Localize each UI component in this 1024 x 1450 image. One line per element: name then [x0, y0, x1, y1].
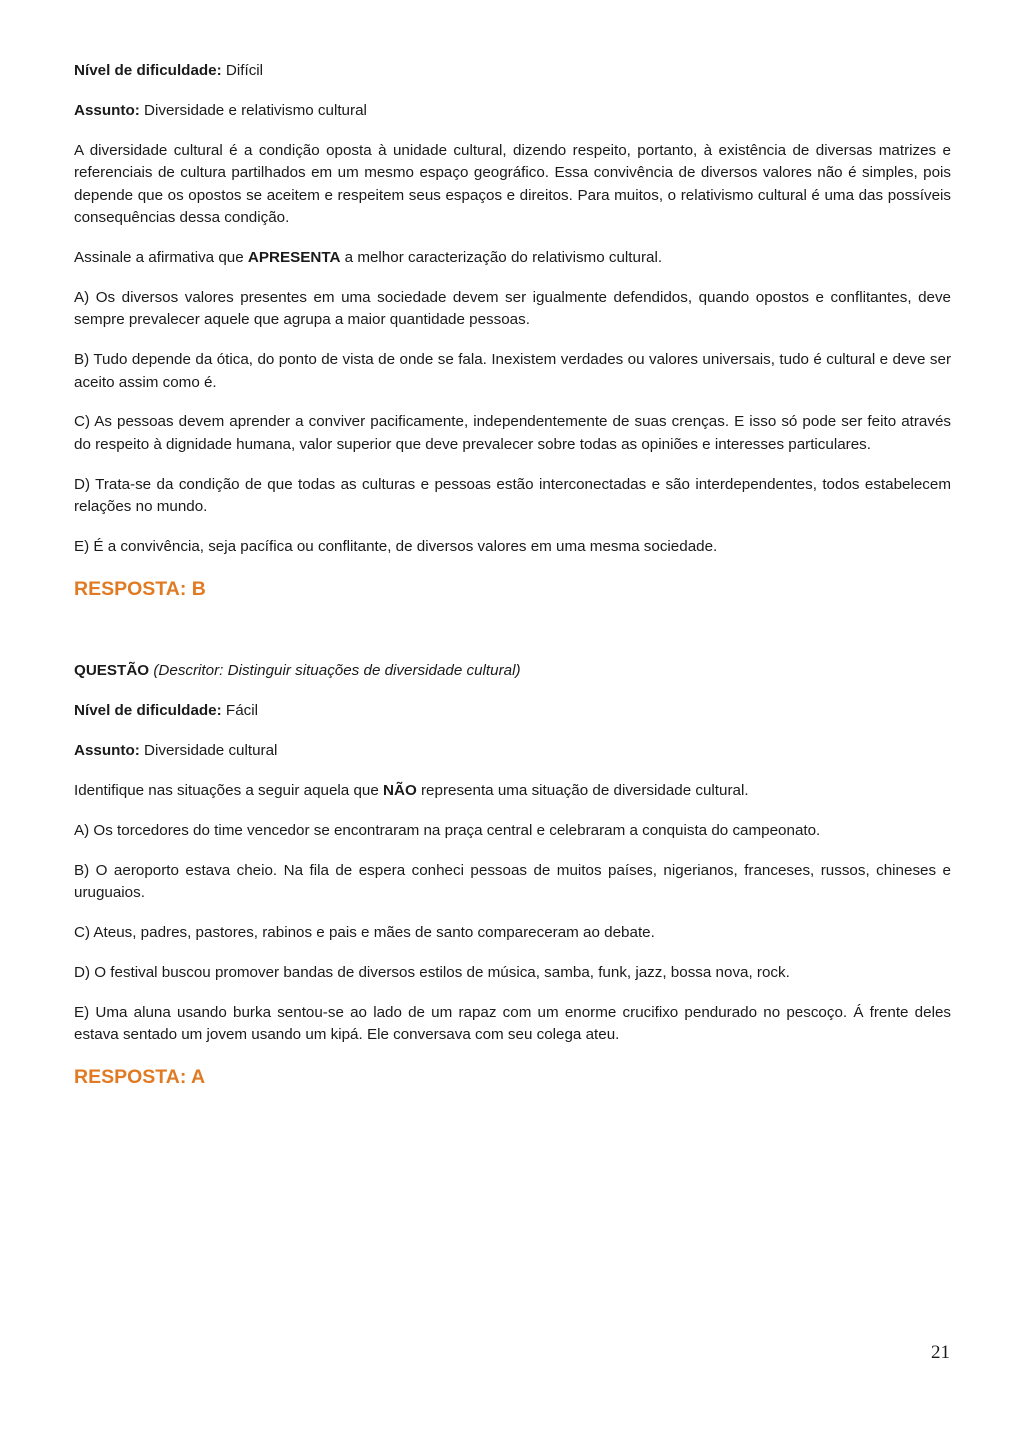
- q1-subject-value: Diversidade e relativismo cultural: [144, 101, 367, 119]
- q2-difficulty-label: Nível de dificuldade:: [74, 701, 222, 719]
- q1-option-c: C) As pessoas devem aprender a conviver pacificamente, independentemente de suas crenças. E isso só pode ser feito através do respeito à dignidade humana, valor superior que deve prevalecer sobre todas as opiniões e interesses particulares.: [74, 413, 951, 453]
- q2-subject-label: Assunto:: [74, 741, 140, 759]
- q2-subject: [74, 740, 951, 762]
- q2-answer: RESPOSTA: A: [74, 1065, 206, 1088]
- document-page: [74, 60, 951, 1090]
- q1-option-a: A) Os diversos valores presentes em uma sociedade devem ser igualmente defendidos, quando opostos e conflitantes, deve sempre prevalecer aquele que agrupa a maior quantidade pessoas.: [74, 288, 951, 329]
- q2-option-c: C) Ateus, padres, pastores, rabinos e pais e mães de santo compareceram ao debate.: [74, 923, 655, 941]
- q2-difficulty: [74, 700, 951, 722]
- q1-prompt: [74, 247, 951, 269]
- q1-prompt-before: Assinale a afirmativa que: [74, 248, 248, 266]
- q2-option-e: E) Uma aluna usando burka sentou-se ao lado de um rapaz com um enorme crucifixo pendurado no pescoço. Á frente deles estava sentado um jovem usando um kipá. Ele conversava com seu colega ateu.: [74, 1003, 951, 1044]
- q1-intro: A diversidade cultural é a condição oposta à unidade cultural, dizendo respeito, portanto, à existência de diversas matrizes e referenciais de cultura partilhados em um mesmo espaço geográfico. Essa convivência de diversos valores não é simples, pois depende que os opostos se aceitem e respeitem seus espaços e direitos. Para muitos, o relativismo cultural é uma das possíveis consequências dessa condição.: [74, 141, 951, 227]
- q2-subject-value: Diversidade cultural: [144, 741, 278, 759]
- section-gap: [74, 602, 951, 660]
- q1-prompt-bold: APRESENTA: [247, 248, 341, 266]
- q2-prompt-bold: NÃO: [383, 781, 417, 799]
- q1-option-b: B) Tudo depende da ótica, do ponto de vista de onde se fala. Inexistem verdades ou valores universais, tudo é cultural e deve ser aceito assim como é.: [74, 351, 951, 391]
- q2-heading: [74, 660, 951, 682]
- q1-option-d: D) Trata-se da condição de que todas as culturas e pessoas estão interconectadas e são interdependentes, todos estabelecem relações no mundo.: [74, 475, 951, 516]
- q1-option-e: E) É a convivência, seja pacífica ou conflitante, de diversos valores em uma mesma sociedade.: [74, 538, 718, 556]
- q1-prompt-after: a melhor caracterização do relativismo cultural.: [340, 248, 663, 266]
- q1-difficulty-label: Nível de dificuldade:: [74, 62, 222, 79]
- q1-subject-label: Assunto:: [74, 101, 140, 119]
- q2-option-a: A) Os torcedores do time vencedor se encontraram na praça central e celebraram a conquista do campeonato.: [74, 821, 821, 839]
- q2-difficulty-value: Fácil: [225, 701, 258, 719]
- q1-difficulty: [74, 60, 951, 82]
- q2-question-label: QUESTÃO: [74, 662, 150, 679]
- q2-descriptor: (Descritor: Distinguir situações de diversidade cultural): [153, 662, 521, 679]
- q2-prompt-before: Identifique nas situações a seguir aquela que: [74, 781, 384, 799]
- q2-prompt-after: representa uma situação de diversidade cultural.: [416, 781, 749, 799]
- q2-option-d: D) O festival buscou promover bandas de diversos estilos de música, samba, funk, jazz, bossa nova, rock.: [74, 963, 790, 981]
- q1-subject: [74, 100, 951, 122]
- q1-difficulty-value: Difícil: [225, 62, 264, 79]
- q1-answer: RESPOSTA: B: [74, 578, 206, 600]
- q2-prompt: [74, 780, 951, 802]
- page-number: 21: [931, 1342, 950, 1363]
- q2-option-b: B) O aeroporto estava cheio. Na fila de espera conheci pessoas de muitos países, nigerianos, franceses, russos, chineses e uruguaios.: [74, 861, 951, 901]
